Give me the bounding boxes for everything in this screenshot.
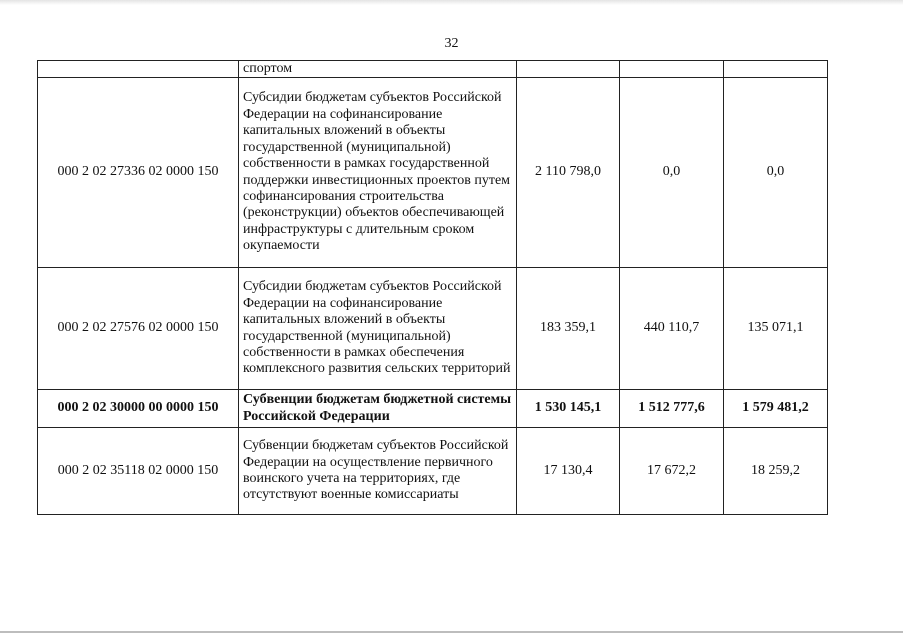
value-year-3-cell: 135 071,1 <box>724 268 828 390</box>
value-year-3-cell: 1 579 481,2 <box>724 390 828 428</box>
budget-table <box>37 60 828 515</box>
value-year-2-cell: 0,0 <box>620 78 724 268</box>
description-cell: Субсидии бюджетам субъектов Российской Федерации на софинансирование капитальных вложений в объекты государственной (муниципальной) собственности в рамках государственной поддержки инвестиционных проектов путем софинансирования строительства (реконструкции) объектов обеспечивающей инфраструктуры с длительным сроком окупаемости <box>239 78 517 268</box>
value-year-2-cell: 17 672,2 <box>620 428 724 515</box>
description-cell: спортом <box>239 61 517 78</box>
budget-code-cell: 000 2 02 27336 02 0000 150 <box>38 78 239 268</box>
value-year-1-cell: 17 130,4 <box>517 428 620 515</box>
table-row <box>38 78 828 268</box>
scan-top-edge <box>0 0 903 5</box>
description-cell: Субвенции бюджетам бюджетной системы Российской Федерации <box>239 390 517 428</box>
table-row <box>38 428 828 515</box>
page-number: 32 <box>444 36 459 51</box>
table-row <box>38 268 828 390</box>
table-row-total <box>38 390 828 428</box>
description-cell: Субсидии бюджетам субъектов Российской Федерации на софинансирование капитальных вложений в объекты государственной (муниципальной) собственности в рамках обеспечения комплексного развития сельских территорий <box>239 268 517 390</box>
budget-code-cell <box>38 61 239 78</box>
value-year-1-cell: 1 530 145,1 <box>517 390 620 428</box>
scan-bottom-edge <box>0 631 903 633</box>
value-year-3-cell <box>724 61 828 78</box>
budget-code-cell: 000 2 02 27576 02 0000 150 <box>38 268 239 390</box>
value-year-3-cell: 0,0 <box>724 78 828 268</box>
table-row <box>38 61 828 78</box>
value-year-1-cell <box>517 61 620 78</box>
value-year-2-cell: 440 110,7 <box>620 268 724 390</box>
budget-code-cell: 000 2 02 30000 00 0000 150 <box>38 390 239 428</box>
value-year-1-cell: 183 359,1 <box>517 268 620 390</box>
budget-code-cell: 000 2 02 35118 02 0000 150 <box>38 428 239 515</box>
value-year-1-cell: 2 110 798,0 <box>517 78 620 268</box>
value-year-2-cell <box>620 61 724 78</box>
value-year-3-cell: 18 259,2 <box>724 428 828 515</box>
description-cell: Субвенции бюджетам субъектов Российской Федерации на осуществление первичного воинского учета на территориях, где отсутствуют военные комиссариаты <box>239 428 517 515</box>
value-year-2-cell: 1 512 777,6 <box>620 390 724 428</box>
